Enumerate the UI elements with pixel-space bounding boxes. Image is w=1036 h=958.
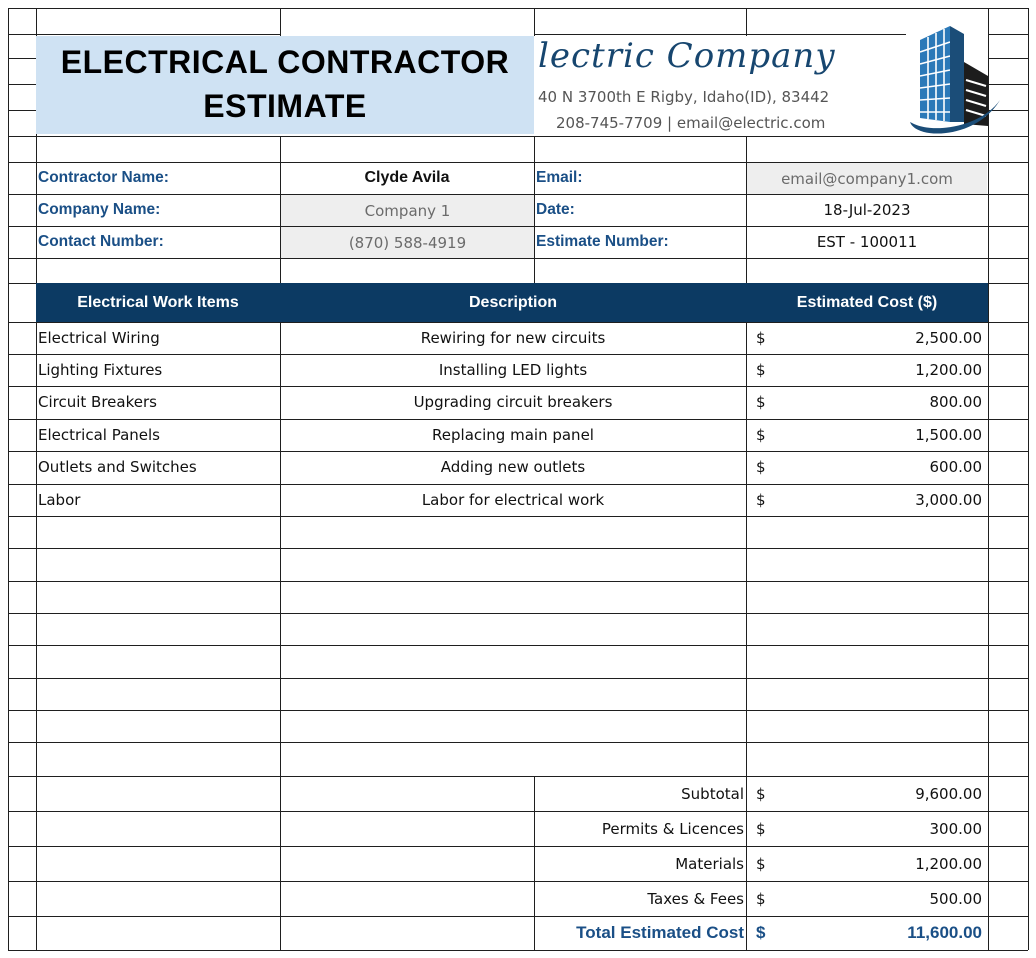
contact-number-value[interactable]: (870) 588-4919: [281, 227, 534, 258]
line-item-description[interactable]: Rewiring for new circuits: [420, 329, 606, 347]
line-item-description[interactable]: Labor for electrical work: [421, 491, 605, 509]
company-contact: 208-745-7709 | email@electric.com: [556, 114, 826, 132]
taxes-value[interactable]: 500.00: [929, 889, 982, 908]
permits-value[interactable]: 300.00: [929, 819, 982, 838]
line-item-cost[interactable]: 800.00: [929, 393, 982, 411]
line-item-name[interactable]: Electrical Panels: [38, 426, 160, 444]
permits-currency: $: [756, 819, 766, 838]
line-item-description[interactable]: Upgrading circuit breakers: [413, 393, 613, 411]
contractor-name-value[interactable]: Clyde Avila: [364, 169, 450, 186]
total-label: Total Estimated Cost: [576, 923, 744, 942]
estimate-number-value[interactable]: EST - 100011: [816, 233, 918, 251]
total-currency: $: [756, 923, 766, 942]
line-item-name[interactable]: Circuit Breakers: [38, 393, 157, 411]
permits-label: Permits & Licences: [601, 819, 744, 838]
line-item-currency: $: [756, 426, 766, 444]
subtotal-label: Subtotal: [681, 784, 744, 803]
line-item-name[interactable]: Lighting Fixtures: [38, 361, 163, 379]
line-item-description[interactable]: Adding new outlets: [440, 458, 586, 476]
company-name-label: Company Name:: [38, 201, 161, 218]
date-value[interactable]: 18-Jul-2023: [823, 201, 911, 219]
total-value[interactable]: 11,600.00: [907, 923, 982, 942]
materials-value[interactable]: 1,200.00: [915, 854, 982, 873]
email-value[interactable]: email@company1.com: [747, 163, 987, 194]
line-item-cost[interactable]: 3,000.00: [915, 491, 982, 509]
line-item-cost[interactable]: 2,500.00: [915, 329, 982, 347]
company-name: lectric Company: [538, 36, 836, 76]
contact-number-label: Contact Number:: [38, 233, 164, 250]
contractor-name-label: Contractor Name:: [38, 169, 169, 186]
estimate-number-label: Estimate Number:: [536, 233, 669, 250]
company-address: 40 N 3700th E Rigby, Idaho(ID), 83442: [538, 88, 830, 106]
line-item-description[interactable]: Replacing main panel: [432, 426, 594, 444]
line-item-name[interactable]: Outlets and Switches: [38, 458, 197, 476]
line-item-currency: $: [756, 393, 766, 411]
subtotal-currency: $: [756, 784, 766, 803]
line-item-currency: $: [756, 329, 766, 347]
company-name-value[interactable]: Company 1: [281, 195, 534, 226]
materials-label: Materials: [675, 854, 744, 873]
taxes-label: Taxes & Fees: [647, 889, 744, 908]
title-line-2: ESTIMATE: [203, 88, 367, 124]
line-item-name[interactable]: Labor: [38, 491, 81, 509]
taxes-currency: $: [756, 889, 766, 908]
header-estimated-cost: Estimated Cost ($): [746, 283, 988, 322]
line-item-currency: $: [756, 458, 766, 476]
line-item-cost[interactable]: 600.00: [929, 458, 982, 476]
line-item-name[interactable]: Electrical Wiring: [38, 329, 160, 347]
materials-currency: $: [756, 854, 766, 873]
date-label: Date:: [536, 201, 575, 218]
title-line-1: ELECTRICAL CONTRACTOR: [60, 44, 510, 80]
email-label: Email:: [536, 169, 583, 186]
line-item-currency: $: [756, 361, 766, 379]
subtotal-value[interactable]: 9,600.00: [915, 784, 982, 803]
header-work-items: Electrical Work Items: [36, 283, 280, 322]
line-item-cost[interactable]: 1,200.00: [915, 361, 982, 379]
header-description: Description: [280, 283, 746, 322]
line-item-description[interactable]: Installing LED lights: [438, 361, 588, 379]
building-logo-icon: [906, 22, 1004, 140]
line-item-cost[interactable]: 1,500.00: [915, 426, 982, 444]
line-item-currency: $: [756, 491, 766, 509]
